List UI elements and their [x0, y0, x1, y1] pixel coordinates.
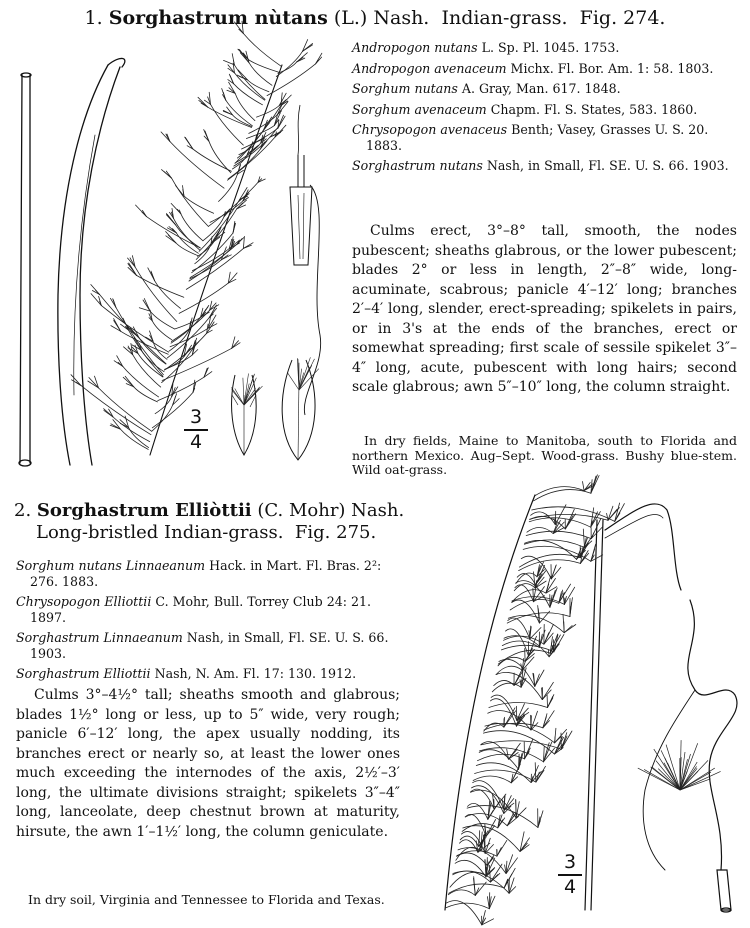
- synonym-entry: Andropogon nutans L. Sp. Pl. 1045. 1753.: [352, 40, 620, 55]
- species2-description: Culms 3°–4½° tall; sheaths smooth and glabrous; blades 1½° long or less, up to 5″ wide, very rough; panicle 6′–12′ long, the apex usually nodding, its branches erect or nearly so, at least the lower ones much exceeding the internodes of the axis, 2½′–3′ long, the ultimate divisions straight; spikelets 3″–4″ long, lanceolate, deep chestnut brown at maturity, hirsute, the awn 1′–1½′ long, the column geniculate.: [16, 687, 400, 840]
- species2-number: 2.: [14, 500, 32, 521]
- synonym-entry: Andropogon avenaceum Michx. Fl. Bor. Am. 1: 58. 1803.: [352, 60, 714, 76]
- synonym-entry: Sorghastrum Linnaeanum Nash, in Small, Fl. SE. U. S. 66. 1903.: [16, 630, 389, 661]
- scale-denominator: 4: [189, 431, 203, 453]
- species1-scale-label: [184, 408, 208, 452]
- scale-denominator: 4: [563, 876, 577, 898]
- species1-name: Sorghastrum nùtans: [108, 7, 328, 29]
- species2-scale-label: [558, 853, 582, 897]
- species2-figure: Fig. 275.: [294, 522, 377, 543]
- species1-common-name: Indian-grass.: [441, 7, 568, 29]
- synonym-entry: Sorghum avenaceum Chapm. Fl. S. States, 583. 1860.: [352, 101, 698, 117]
- synonym-entry: Chrysopogon Elliottii C. Mohr, Bull. Torrey Club 24: 21. 1897.: [16, 594, 371, 625]
- species1-title: [0, 6, 750, 30]
- synonym-entry: Chrysopogon avenaceus Benth; Vasey, Grasses U. S. 20. 1883.: [352, 122, 709, 153]
- species2-authority: (C. Mohr) Nash.: [257, 500, 405, 521]
- species2-habitat: In dry soil, Virginia and Tennessee to Florida and Texas.: [28, 892, 385, 907]
- species1-authority: (L.) Nash.: [333, 7, 430, 29]
- species1-figure: Fig. 274.: [579, 7, 666, 29]
- scale-numerator: 3: [563, 851, 577, 873]
- synonym-entry: Sorghastrum nutans Nash, in Small, Fl. SE. U. S. 66. 1903.: [352, 158, 729, 173]
- species2-common-name: Long-bristled Indian-grass.: [36, 522, 284, 543]
- species1-illustration: [0, 35, 350, 515]
- species2-name: Sorghastrum Elliòttii: [36, 500, 252, 521]
- species1-habitat: In dry fields, Maine to Manitoba, south to Florida and northern Mexico. Aug–Sept. Wood-grass. Bushy blue-stem. Wild oat-grass.: [352, 433, 737, 477]
- species1-synonyms: [352, 40, 737, 179]
- species1-number: 1.: [84, 7, 103, 29]
- synonym-entry: Sorghum nutans Linnaeanum Hack. in Mart. Fl. Bras. 2²: 276. 1883.: [16, 558, 382, 589]
- species1-description: Culms erect, 3°–8° tall, smooth, the nodes pubescent; sheaths glabrous, or the lower pubescent; blades 2° or less in length, 2″–8″ wide, long-acuminate, scabrous; panicle 4′–12′ long; branches 2′–4′ long, slender, erect-spreading; spikelets in pairs, or in 3's at the ends of the branches, erect or somewhat spreading; first scale of sessile spikelet 3″–4″ long, acute, pubescent with long hairs; second scale glabrous; awn 5″–10″ long, the column straight.: [352, 223, 737, 395]
- scale-numerator: 3: [189, 406, 203, 428]
- species2-title: [14, 500, 414, 544]
- synonym-entry: Sorghastrum Elliottii Nash, N. Am. Fl. 17: 130. 1912.: [16, 666, 357, 681]
- synonym-entry: Sorghum nutans A. Gray, Man. 617. 1848.: [352, 81, 621, 96]
- species2-synonyms: [16, 558, 401, 687]
